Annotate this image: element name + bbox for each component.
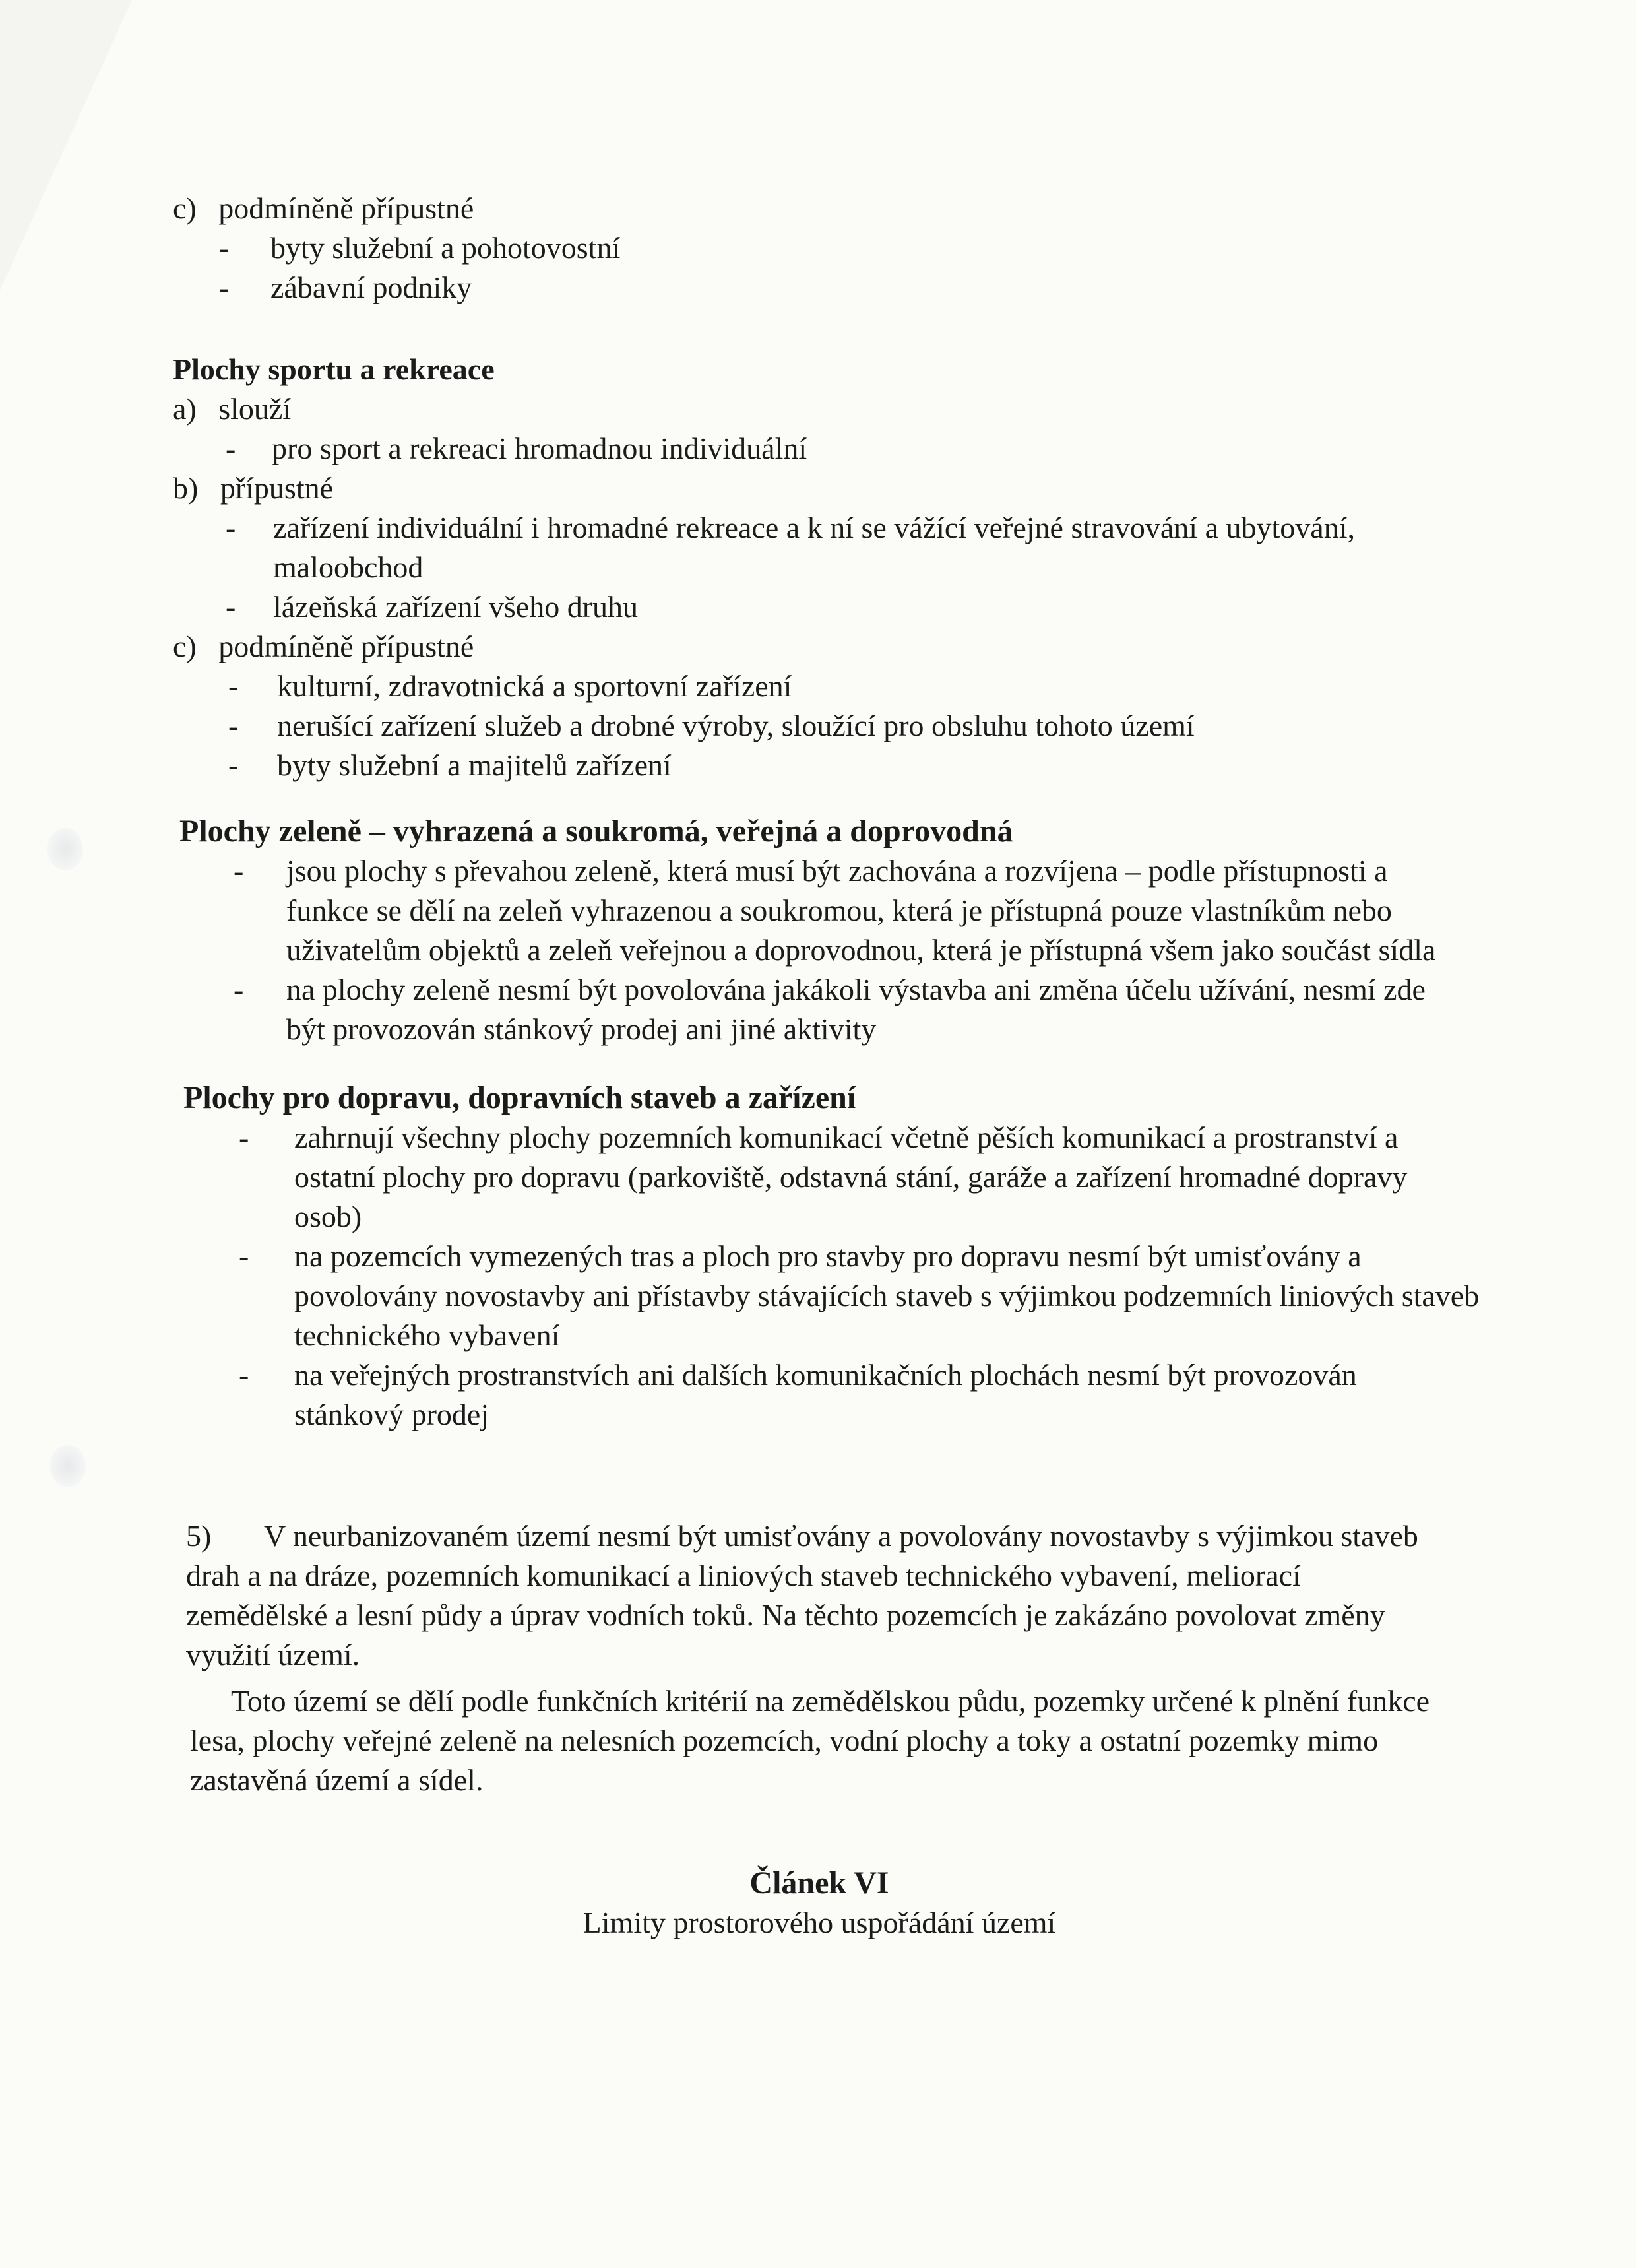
list-item: [173, 746, 1479, 785]
section-heading: Plochy zeleně – vyhrazená a soukromá, veřejná a doprovodná: [179, 814, 1013, 849]
article-heading: [173, 1863, 1466, 1943]
article-title: Článek VI: [749, 1865, 889, 1900]
group-label: c): [173, 191, 197, 225]
list-item-text: zábavní podniky: [270, 271, 472, 304]
group-heading: [173, 627, 1479, 666]
group-heading: [173, 189, 1479, 228]
list-dash: -: [228, 748, 239, 782]
list-item-text: byty služební a majitelů zařízení: [277, 748, 672, 782]
paragraph-number: 5): [186, 1519, 212, 1553]
list-item: [183, 1237, 1482, 1355]
list-item: [179, 851, 1461, 970]
list-item-text: na veřejných prostranstvích ani dalších komunikačních plochách nesmí být provozován stánkový prodej: [294, 1358, 1357, 1431]
list-dash: -: [228, 709, 239, 742]
list-dash: -: [228, 669, 239, 703]
list-item: [173, 228, 1479, 268]
section-greenery: [179, 812, 1479, 1049]
list-dash: -: [239, 1239, 249, 1273]
article-subtitle: Limity prostorového uspořádání území: [582, 1906, 1056, 1939]
group-heading: [173, 469, 1479, 508]
list-item-text: byty služební a pohotovostní: [270, 231, 621, 265]
section-sport-recreation: [173, 350, 1479, 785]
punch-hole: [47, 828, 83, 870]
section-continuation: [173, 189, 1479, 308]
list-item-text: nerušící zařízení služeb a drobné výroby, sloužící pro obsluhu tohoto území: [277, 709, 1195, 742]
list-item-text: lázeňská zařízení všeho druhu: [273, 590, 639, 624]
group-title: slouží: [218, 392, 292, 426]
section-heading: Plochy pro dopravu, dopravních staveb a zařízení: [183, 1080, 856, 1115]
list-item-text: kulturní, zdravotnická a sportovní zařízení: [277, 669, 792, 703]
list-item: [183, 1355, 1383, 1435]
list-item: [173, 587, 1479, 627]
group-title: podmíněně přípustné: [218, 630, 474, 663]
section-transport: [183, 1078, 1479, 1435]
list-item: [173, 429, 1479, 469]
group-title: přípustné: [220, 471, 334, 505]
paragraph-5: [186, 1516, 1439, 1675]
list-item-text: pro sport a rekreaci hromadnou individuální: [272, 432, 807, 465]
list-dash: -: [226, 590, 236, 624]
paragraph-text: V neurbanizovaném území nesmí být umisťovány a povolovány novostavby s výjimkou staveb drah a na dráze, pozemních komunikací a liniových staveb technického vybavení, meliorací zemědělské a lesní půdy a úprav vodních toků. Na těchto pozemcích je zakázáno povolovat změny využití území.: [186, 1519, 1418, 1671]
list-item: [173, 666, 1479, 706]
list-item: [179, 970, 1461, 1049]
list-item-text: zařízení individuální i hromadné rekreace a k ní se vážící veřejné stravování a ubytování, maloobchod: [273, 511, 1355, 584]
group-title: podmíněně přípustné: [218, 191, 474, 225]
list-item: [173, 706, 1479, 746]
group-label: c): [173, 630, 197, 663]
section-heading: Plochy sportu a rekreace: [173, 352, 495, 386]
list-item: [173, 508, 1461, 587]
group-heading: [173, 389, 1479, 429]
list-item-text: na plochy zeleně nesmí být povolována jakákoli výstavba ani změna účelu užívání, nesmí zde být provozován stánkový prodej ani jiné aktivity: [286, 973, 1426, 1046]
list-item-text: na pozemcích vymezených tras a ploch pro stavby pro dopravu nesmí být umisťovány a povolovány novostavby ani přístavby stávajících staveb s výjimkou podzemních liniových staveb technického vybavení: [294, 1239, 1480, 1352]
list-dash: -: [234, 973, 244, 1006]
list-item-text: jsou plochy s převahou zeleně, která musí být zachována a rozvíjena – podle přístupnosti a funkce se dělí na zeleň vyhrazenou a soukromou, která je přístupná pouze vlastníkům nebo uživatelům objektů a zeleň veřejnou a doprovodnou, která je přístupná všem jako součást sídla: [286, 854, 1436, 967]
list-dash: -: [239, 1358, 249, 1392]
page-fold-shadow: [0, 0, 132, 290]
punch-hole: [50, 1445, 86, 1487]
list-dash: -: [239, 1120, 249, 1154]
list-item-text: zahrnují všechny plochy pozemních komunikací včetně pěších komunikací a prostranství a ostatní plochy pro dopravu (parkoviště, odstavná stání, garáže a zařízení hromadné dopravy osob): [294, 1120, 1408, 1233]
group-label: b): [173, 471, 199, 505]
document-body: [173, 189, 1479, 1943]
list-dash: -: [234, 854, 244, 888]
list-item: [183, 1118, 1482, 1237]
list-dash: -: [219, 231, 230, 265]
paragraph-5-continuation: Toto území se dělí podle funkčních kritérií na zemědělskou půdu, pozemky určené k plnění funkce lesa, plochy veřejné zeleně na nelesních pozemcích, vodní plochy a toky a ostatní pozemky mimo zastavěná území a sídel.: [190, 1684, 1430, 1797]
group-label: a): [173, 392, 197, 426]
list-dash: -: [226, 511, 236, 544]
list-dash: -: [219, 271, 230, 304]
list-dash: -: [226, 432, 236, 465]
list-item: [173, 268, 1479, 308]
